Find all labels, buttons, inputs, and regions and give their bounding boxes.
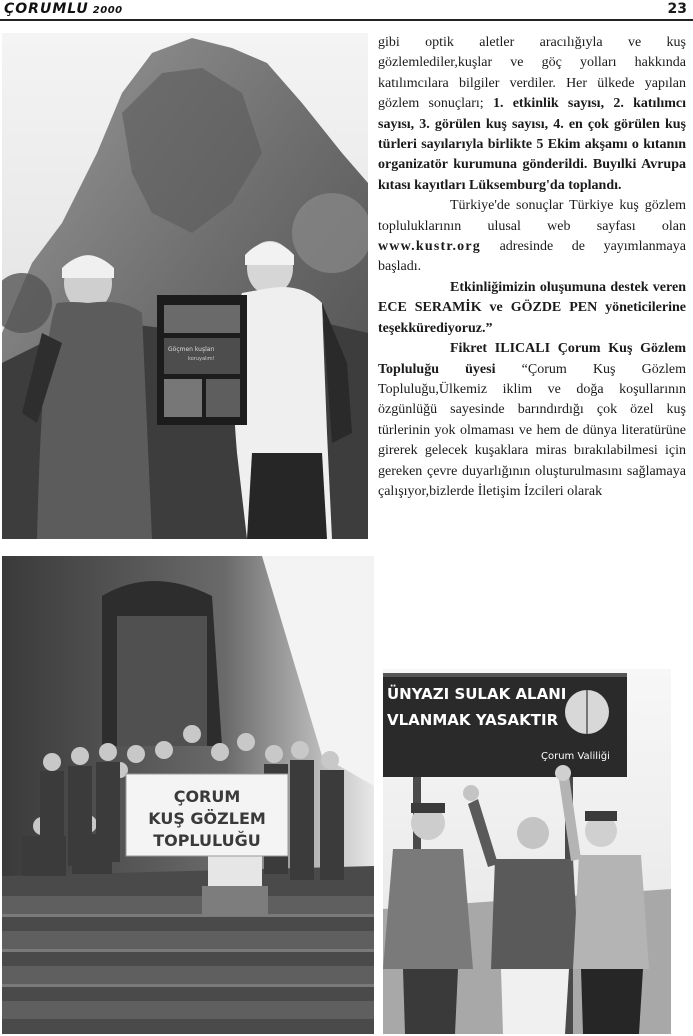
article-column — [378, 33, 686, 502]
paragraph-1-bold: 1. etkinlik sayısı, 2. katılımcı sayısı, 3. görülen kuş sayısı, 4. en çok görülen kuş türleri sayılarıyla birlikte 5 Ekim akşamı o kıtanın organizatör kurumuna gönderildi. Buyılki Avrupa kıtası kayıtları Lüksemburg'da toplandı. — [378, 96, 686, 193]
banner-line3: TOPLULUĞU — [153, 831, 261, 850]
page-header — [0, 0, 693, 22]
sign-line2: VLANMAK YASAKTIR — [387, 711, 559, 729]
article-paragraph-1 — [378, 33, 686, 196]
paragraph-2-text-end: adresinde de yayımlanmaya başladı. — [378, 239, 686, 275]
header-rule — [0, 19, 693, 21]
photo-group-with-banner — [2, 556, 374, 1034]
banner-line2: KUŞ GÖZLEM — [148, 809, 266, 828]
speaker-name: Fikret ILICALI Çorum Kuş Gözlem Topluluğu üyesi — [378, 341, 686, 377]
sign-line3: Çorum Valiliği — [541, 751, 610, 762]
banner-line1: ÇORUM — [173, 787, 241, 806]
poster-subtext: koruyalım! — [188, 356, 215, 362]
paragraph-1-text: gibi optik aletler aracılığıyla ve kuş gözlemlediler,kuşlar ve göç yolları hakkında katılımcılara bilgiler verdiler. Her ülkede yapılan gözlem sonuçları; — [378, 35, 686, 112]
paragraph-2-text: Türkiye'de sonuçlar Türkiye kuş gözlem topluluklarının ulusal web sayfası olan — [378, 198, 686, 234]
photo-girls-with-poster — [2, 33, 368, 539]
article-paragraph-2 — [378, 196, 686, 278]
sign-line1: ÜNYAZI SULAK ALANI — [387, 685, 567, 703]
website-link[interactable]: www.kustr.org — [378, 239, 481, 255]
thanks-text: Etkinliğimizin oluşumuna destek veren ECE SERAMİK ve GÖZDE PEN yöneticilerine teşekkürediyoruz.” — [378, 279, 686, 336]
photo-scouts-with-sign — [383, 669, 671, 1034]
masthead-title: ÇORUMLU — [4, 1, 89, 17]
masthead — [4, 1, 123, 17]
poster-text: Göçmen kuşları — [168, 346, 215, 353]
page-number: 23 — [667, 1, 687, 17]
quote-text: “Çorum Kuş Gözlem Topluluğu,Ülkemiz iklim ve doğa koşullarının özgünlüğü sayesinde barındırdığı çok özel kuş türlerinin yok olmaması ve hem de dünya literatürüne girerek gelecek kuşaklara miras bırakılabilmesi için gereken çevre duyarlığının oluşturulmasını sağlamaya çalışıyor,bizlerde İletişim İzcileri olarak — [378, 361, 686, 499]
article-paragraph-3 — [378, 278, 686, 339]
masthead-year: 2000 — [92, 5, 123, 16]
article-paragraph-4 — [378, 339, 686, 502]
